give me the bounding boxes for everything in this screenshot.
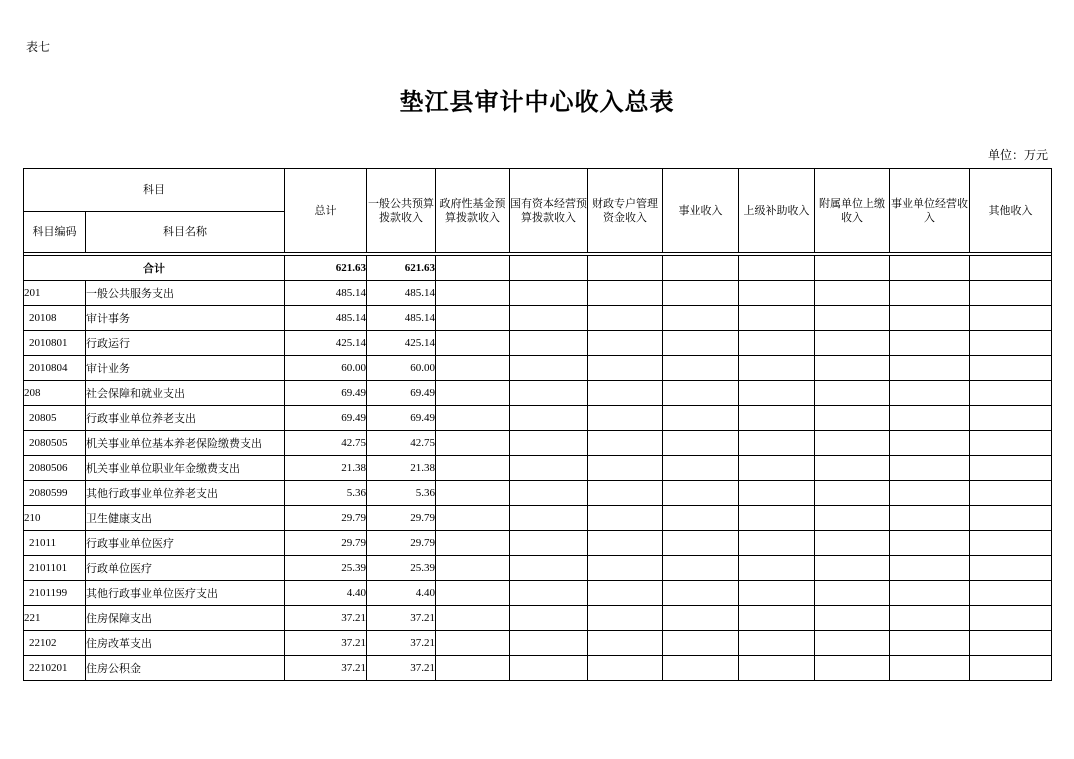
- subject-name: 行政事业单位养老支出: [86, 406, 285, 431]
- empty-cell: [815, 431, 890, 456]
- empty-cell: [890, 506, 970, 531]
- table-header: [24, 169, 1052, 253]
- empty-cell: [890, 456, 970, 481]
- empty-cell: [890, 281, 970, 306]
- empty-cell: [890, 631, 970, 656]
- empty-cell: [815, 631, 890, 656]
- empty-cell: [663, 431, 739, 456]
- empty-cell: [588, 406, 663, 431]
- empty-cell: [663, 331, 739, 356]
- general-budget-value: 4.40: [367, 581, 436, 606]
- header-subject-code: 科目编码: [24, 212, 86, 253]
- empty-cell: [890, 431, 970, 456]
- total-value: 29.79: [285, 506, 367, 531]
- header-business-income: 事业收入: [663, 169, 739, 253]
- empty-cell: [890, 356, 970, 381]
- table-row: [24, 531, 1052, 556]
- empty-cell: [510, 481, 588, 506]
- empty-cell: [588, 631, 663, 656]
- empty-cell: [436, 656, 510, 681]
- empty-cell: [436, 531, 510, 556]
- empty-cell: [739, 606, 815, 631]
- header-fiscal-special: 财政专户管理资金收入: [588, 169, 663, 253]
- empty-cell: [436, 281, 510, 306]
- empty-cell: [739, 631, 815, 656]
- table-row: [24, 456, 1052, 481]
- subject-name: 住房改革支出: [86, 631, 285, 656]
- empty-cell: [739, 456, 815, 481]
- subject-code: 20108: [24, 306, 86, 331]
- empty-cell: [510, 281, 588, 306]
- table-row: [24, 556, 1052, 581]
- empty-cell: [970, 581, 1052, 606]
- table-row: [24, 581, 1052, 606]
- empty-cell: [436, 406, 510, 431]
- empty-cell: [663, 381, 739, 406]
- subject-code: 2101199: [24, 581, 86, 606]
- subject-code: 201: [24, 281, 86, 306]
- empty-cell: [510, 631, 588, 656]
- empty-cell: [970, 381, 1052, 406]
- empty-cell: [588, 531, 663, 556]
- empty-cell: [970, 331, 1052, 356]
- empty-cell: [436, 456, 510, 481]
- empty-cell: [970, 281, 1052, 306]
- table-row: [24, 381, 1052, 406]
- empty-cell: [436, 306, 510, 331]
- header-general-budget: 一般公共预算拨款收入: [367, 169, 436, 253]
- subject-code: 20805: [24, 406, 86, 431]
- general-budget-value: 5.36: [367, 481, 436, 506]
- table-row: [24, 481, 1052, 506]
- empty-cell: [510, 431, 588, 456]
- empty-cell: [663, 456, 739, 481]
- empty-cell: [890, 656, 970, 681]
- general-budget-value: 425.14: [367, 331, 436, 356]
- empty-cell: [510, 406, 588, 431]
- empty-cell: [815, 506, 890, 531]
- empty-cell: [436, 481, 510, 506]
- header-business-operation: 事业单位经营收入: [890, 169, 970, 253]
- total-value: 25.39: [285, 556, 367, 581]
- empty-cell: [815, 656, 890, 681]
- empty-cell: [970, 506, 1052, 531]
- total-total: 621.63: [285, 256, 367, 281]
- total-value: 69.49: [285, 381, 367, 406]
- income-summary-table: [23, 168, 1052, 681]
- empty-cell: [510, 456, 588, 481]
- empty-cell: [890, 581, 970, 606]
- empty-cell: [970, 606, 1052, 631]
- subject-name: 机关事业单位职业年金缴费支出: [86, 456, 285, 481]
- empty-cell: [588, 556, 663, 581]
- empty-cell: [663, 306, 739, 331]
- empty-cell: [510, 331, 588, 356]
- total-value: 37.21: [285, 656, 367, 681]
- empty-cell: [890, 531, 970, 556]
- empty-cell: [815, 481, 890, 506]
- page-title: 垫江县审计中心收入总表: [399, 87, 675, 116]
- empty-cell: [815, 306, 890, 331]
- total-value: 69.49: [285, 406, 367, 431]
- empty-cell: [739, 406, 815, 431]
- subject-name: 其他行政事业单位医疗支出: [86, 581, 285, 606]
- subject-name: 行政运行: [86, 331, 285, 356]
- empty-cell: [970, 631, 1052, 656]
- empty-cell: [436, 606, 510, 631]
- empty-cell: [588, 356, 663, 381]
- empty-cell: [815, 331, 890, 356]
- table-row: [24, 281, 1052, 306]
- header-affiliated-income: 附属单位上缴收入: [815, 169, 890, 253]
- empty-cell: [436, 431, 510, 456]
- empty-cell: [815, 531, 890, 556]
- empty-cell: [663, 281, 739, 306]
- total-value: 5.36: [285, 481, 367, 506]
- general-budget-value: 37.21: [367, 656, 436, 681]
- subject-name: 卫生健康支出: [86, 506, 285, 531]
- table-row: [24, 606, 1052, 631]
- empty-cell: [436, 631, 510, 656]
- empty-cell: [588, 281, 663, 306]
- total-value: 21.38: [285, 456, 367, 481]
- subject-name: 其他行政事业单位养老支出: [86, 481, 285, 506]
- empty-cell: [890, 306, 970, 331]
- empty-cell: [970, 431, 1052, 456]
- empty-cell: [739, 506, 815, 531]
- total-value: 60.00: [285, 356, 367, 381]
- table-row: [24, 356, 1052, 381]
- empty-cell: [739, 306, 815, 331]
- empty-cell: [739, 581, 815, 606]
- empty-cell: [815, 556, 890, 581]
- general-budget-value: 60.00: [367, 356, 436, 381]
- total-value: 4.40: [285, 581, 367, 606]
- table-row: [24, 656, 1052, 681]
- total-value: 485.14: [285, 306, 367, 331]
- total-value: 485.14: [285, 281, 367, 306]
- empty-cell: [739, 531, 815, 556]
- subject-code: 208: [24, 381, 86, 406]
- empty-cell: [739, 556, 815, 581]
- subject-name: 住房公积金: [86, 656, 285, 681]
- total-label: 合计: [24, 256, 285, 281]
- empty-cell: [890, 331, 970, 356]
- general-budget-value: 37.21: [367, 606, 436, 631]
- subject-name: 审计事务: [86, 306, 285, 331]
- empty-cell: [739, 356, 815, 381]
- subject-code: 21011: [24, 531, 86, 556]
- empty-cell: [663, 406, 739, 431]
- subject-code: 221: [24, 606, 86, 631]
- empty-cell: [739, 281, 815, 306]
- general-budget-value: 485.14: [367, 306, 436, 331]
- empty-cell: [970, 356, 1052, 381]
- general-budget-value: 29.79: [367, 531, 436, 556]
- subject-name: 住房保障支出: [86, 606, 285, 631]
- empty-cell: [510, 356, 588, 381]
- empty-cell: [588, 381, 663, 406]
- total-value: 42.75: [285, 431, 367, 456]
- empty-cell: [890, 381, 970, 406]
- empty-cell: [970, 556, 1052, 581]
- subject-name: 一般公共服务支出: [86, 281, 285, 306]
- general-budget-value: 485.14: [367, 281, 436, 306]
- empty-cell: [890, 556, 970, 581]
- empty-cell: [588, 306, 663, 331]
- empty-cell: [510, 531, 588, 556]
- empty-cell: [815, 406, 890, 431]
- table-label: 表七: [26, 40, 51, 54]
- general-budget-value: 42.75: [367, 431, 436, 456]
- table-row: [24, 506, 1052, 531]
- header-superior-subsidy: 上级补助收入: [739, 169, 815, 253]
- empty-cell: [510, 581, 588, 606]
- empty-cell: [970, 456, 1052, 481]
- total-row: [24, 256, 1052, 281]
- empty-cell: [739, 481, 815, 506]
- empty-cell: [739, 431, 815, 456]
- empty-cell: [510, 656, 588, 681]
- empty-cell: [815, 381, 890, 406]
- empty-cell: [588, 656, 663, 681]
- general-budget-value: 37.21: [367, 631, 436, 656]
- table-row: [24, 431, 1052, 456]
- empty-cell: [663, 556, 739, 581]
- table-body: [24, 253, 1052, 681]
- total-value: 37.21: [285, 631, 367, 656]
- header-gov-fund: 政府性基金预算拨款收入: [436, 169, 510, 253]
- empty-cell: [815, 356, 890, 381]
- table-row: [24, 631, 1052, 656]
- total-value: 425.14: [285, 331, 367, 356]
- subject-code: 2080599: [24, 481, 86, 506]
- empty-cell: [436, 381, 510, 406]
- empty-cell: [815, 456, 890, 481]
- empty-cell: [970, 656, 1052, 681]
- empty-cell: [739, 331, 815, 356]
- subject-code: 2010804: [24, 356, 86, 381]
- empty-cell: [588, 581, 663, 606]
- empty-cell: [663, 631, 739, 656]
- empty-cell: [436, 356, 510, 381]
- empty-cell: [510, 306, 588, 331]
- unit-label: 单位：万元: [987, 148, 1048, 162]
- empty-cell: [890, 606, 970, 631]
- header-subject-name: 科目名称: [86, 212, 285, 253]
- total-value: 29.79: [285, 531, 367, 556]
- empty-cell: [815, 606, 890, 631]
- empty-cell: [970, 481, 1052, 506]
- empty-cell: [663, 356, 739, 381]
- empty-cell: [588, 506, 663, 531]
- empty-cell: [970, 406, 1052, 431]
- total-general-budget: 621.63: [367, 256, 436, 281]
- table-row: [24, 331, 1052, 356]
- subject-name: 审计业务: [86, 356, 285, 381]
- subject-name: 社会保障和就业支出: [86, 381, 285, 406]
- empty-cell: [510, 506, 588, 531]
- general-budget-value: 69.49: [367, 406, 436, 431]
- empty-cell: [588, 331, 663, 356]
- subject-code: 22102: [24, 631, 86, 656]
- subject-name: 机关事业单位基本养老保险缴费支出: [86, 431, 285, 456]
- empty-cell: [510, 556, 588, 581]
- empty-cell: [588, 481, 663, 506]
- subject-name: 行政单位医疗: [86, 556, 285, 581]
- general-budget-value: 29.79: [367, 506, 436, 531]
- empty-cell: [436, 556, 510, 581]
- header-other-income: 其他收入: [970, 169, 1052, 253]
- subject-code: 2210201: [24, 656, 86, 681]
- empty-cell: [890, 406, 970, 431]
- general-budget-value: 69.49: [367, 381, 436, 406]
- general-budget-value: 25.39: [367, 556, 436, 581]
- table-row: [24, 306, 1052, 331]
- table-row: [24, 406, 1052, 431]
- subject-name: 行政事业单位医疗: [86, 531, 285, 556]
- empty-cell: [588, 431, 663, 456]
- empty-cell: [739, 381, 815, 406]
- total-value: 37.21: [285, 606, 367, 631]
- empty-cell: [510, 606, 588, 631]
- header-subject: 科目: [24, 169, 285, 212]
- empty-cell: [436, 581, 510, 606]
- general-budget-value: 21.38: [367, 456, 436, 481]
- header-total: 总计: [285, 169, 367, 253]
- subject-code: 2010801: [24, 331, 86, 356]
- empty-cell: [970, 531, 1052, 556]
- empty-cell: [663, 531, 739, 556]
- empty-cell: [663, 606, 739, 631]
- empty-cell: [739, 656, 815, 681]
- header-state-capital: 国有资本经营预算拨款收入: [510, 169, 588, 253]
- subject-code: 2080505: [24, 431, 86, 456]
- empty-cell: [588, 456, 663, 481]
- empty-cell: [663, 506, 739, 531]
- subject-code: 2101101: [24, 556, 86, 581]
- subject-code: 2080506: [24, 456, 86, 481]
- empty-cell: [436, 331, 510, 356]
- empty-cell: [436, 506, 510, 531]
- empty-cell: [890, 481, 970, 506]
- empty-cell: [663, 656, 739, 681]
- empty-cell: [970, 306, 1052, 331]
- empty-cell: [815, 581, 890, 606]
- empty-cell: [663, 481, 739, 506]
- empty-cell: [663, 581, 739, 606]
- empty-cell: [815, 281, 890, 306]
- empty-cell: [588, 606, 663, 631]
- subject-code: 210: [24, 506, 86, 531]
- empty-cell: [510, 381, 588, 406]
